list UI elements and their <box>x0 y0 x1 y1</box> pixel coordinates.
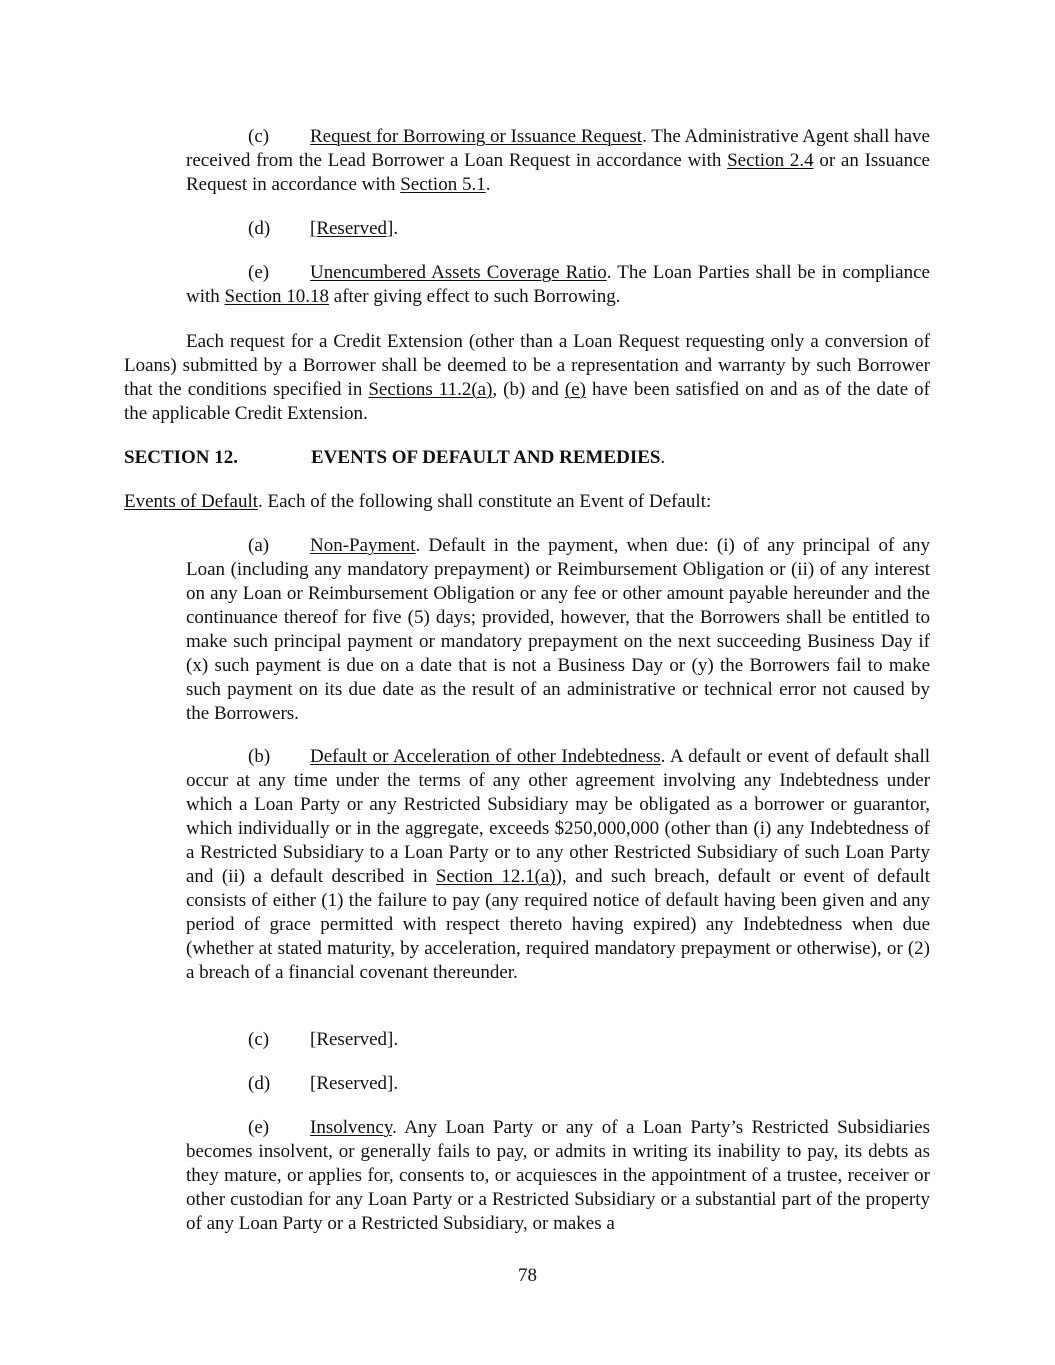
clause-label: (c) <box>248 126 270 147</box>
clause-a-non-payment: (a) Non-Payment. Default in the payment, when due: (i) of any principal of any Loan (including any mandatory prepayment) or Reimbursement Obligation or (ii) of any interest on any Loan or Reimbursement Obligation or any fee or other amount payable hereunder and the continuance thereof for five (5) days; provided, however, that the Borrowers shall be entitled to make such principal payment or mandatory prepayment on the next succeeding Business Day if (x) such payment is due on a date that is not a Business Day or (y) the Borrowers fail to make such payment on its due date as the result of an administrative or technical error not caused by the Borrowers. <box>186 535 930 724</box>
section-title: EVENTS OF DEFAULT AND REMEDIES <box>311 447 661 468</box>
section-reference: (e) <box>564 379 586 400</box>
clause-title: [Reserved] <box>310 218 394 239</box>
clause-label: (e) <box>248 1117 270 1138</box>
clause-d-reserved-second: (d) [Reserved]. <box>248 1073 399 1094</box>
clause-label: (b) <box>248 746 271 767</box>
clause-d-reserved: (d) [Reserved]. <box>248 218 399 239</box>
clause-b-default-acceleration: (b) Default or Acceleration of other Indebtedness. A default or event of default shall occur at any time under the terms of any other agreement involving any Indebtedness under which a Loan Party or any Restricted Subsidiary may be obligated as a borrower or guarantor, which individually or in the aggregate, exceeds $250,000,000 (other than (i) any Indebtedness of a Restricted Subsidiary to a Loan Party or to any other Restricted Subsidiary of such Loan Party and (ii) a default described in Section 12.1(a)), and such breach, default or event of default consists of either (1) the failure to pay (any required notice of default having been given and any period of grace permitted with respect thereto having expired) any Indebtedness when due (whether at stated maturity, by acceleration, required mandatory prepayment or otherwise), or (2) a breach of a financial covenant thereunder. <box>186 746 930 983</box>
clause-label: (d) <box>248 1073 271 1094</box>
section-heading: SECTION 12. EVENTS OF DEFAULT AND REMEDIES. <box>124 447 666 468</box>
clause-title: Non-Payment <box>310 535 416 556</box>
section-reference: Section 12.1(a) <box>435 866 556 887</box>
clause-e-coverage-ratio: (e) Unencumbered Assets Coverage Ratio. The Loan Parties shall be in compliance with Section 10.18 after giving effect to such Borrowing. <box>186 262 930 307</box>
clause-c-reserved: (c) [Reserved]. <box>248 1029 399 1050</box>
clause-label: (d) <box>248 218 271 239</box>
section-reference: Section 10.18 <box>224 286 330 307</box>
clause-label: (a) <box>248 535 270 556</box>
clause-title: Unencumbered Assets Coverage Ratio <box>310 262 607 283</box>
clause-c-request: (c) Request for Borrowing or Issuance Request. The Administrative Agent shall have received from the Lead Borrower a Loan Request in accordance with Section 2.4 or an Issuance Request in accordance with Section 5.1. <box>186 126 930 195</box>
clause-title: Request for Borrowing or Issuance Request <box>310 126 643 147</box>
events-of-default-intro: Events of Default. Each of the following shall constitute an Event of Default: <box>124 491 712 512</box>
section-reference: Section 5.1 <box>400 174 486 195</box>
clause-label: (c) <box>248 1029 270 1050</box>
section-number: SECTION 12. <box>124 447 239 468</box>
subsection-title: Events of Default <box>124 491 259 512</box>
page-number: 78 <box>518 1265 537 1286</box>
section-reference: Sections 11.2(a) <box>368 379 493 400</box>
clause-e-insolvency: (e) Insolvency. Any Loan Party or any of a Loan Party’s Restricted Subsidiaries becomes insolvent, or generally fails to pay, or admits in writing its inability to pay, its debts as they mature, or applies for, consents to, or acquiesces in the appointment of a trustee, receiver or other custodian for any Loan Party or a Restricted Subsidiary or a substantial part of the property of any Loan Party or a Restricted Subsidiary, or makes a <box>186 1117 930 1234</box>
clause-title: Default or Acceleration of other Indebtedness <box>310 746 661 767</box>
clause-title: Insolvency <box>310 1117 393 1138</box>
clause-label: (e) <box>248 262 270 283</box>
credit-extension-paragraph: Each request for a Credit Extension (other than a Loan Request requesting only a conversion of Loans) submitted by a Borrower shall be deemed to be a representation and warranty by such Borrower that the conditions specified in Sections 11.2(a), (b) and (e) have been satisfied on and as of the date of the applicable Credit Extension. <box>124 331 930 424</box>
section-reference: Section 2.4 <box>727 150 814 171</box>
